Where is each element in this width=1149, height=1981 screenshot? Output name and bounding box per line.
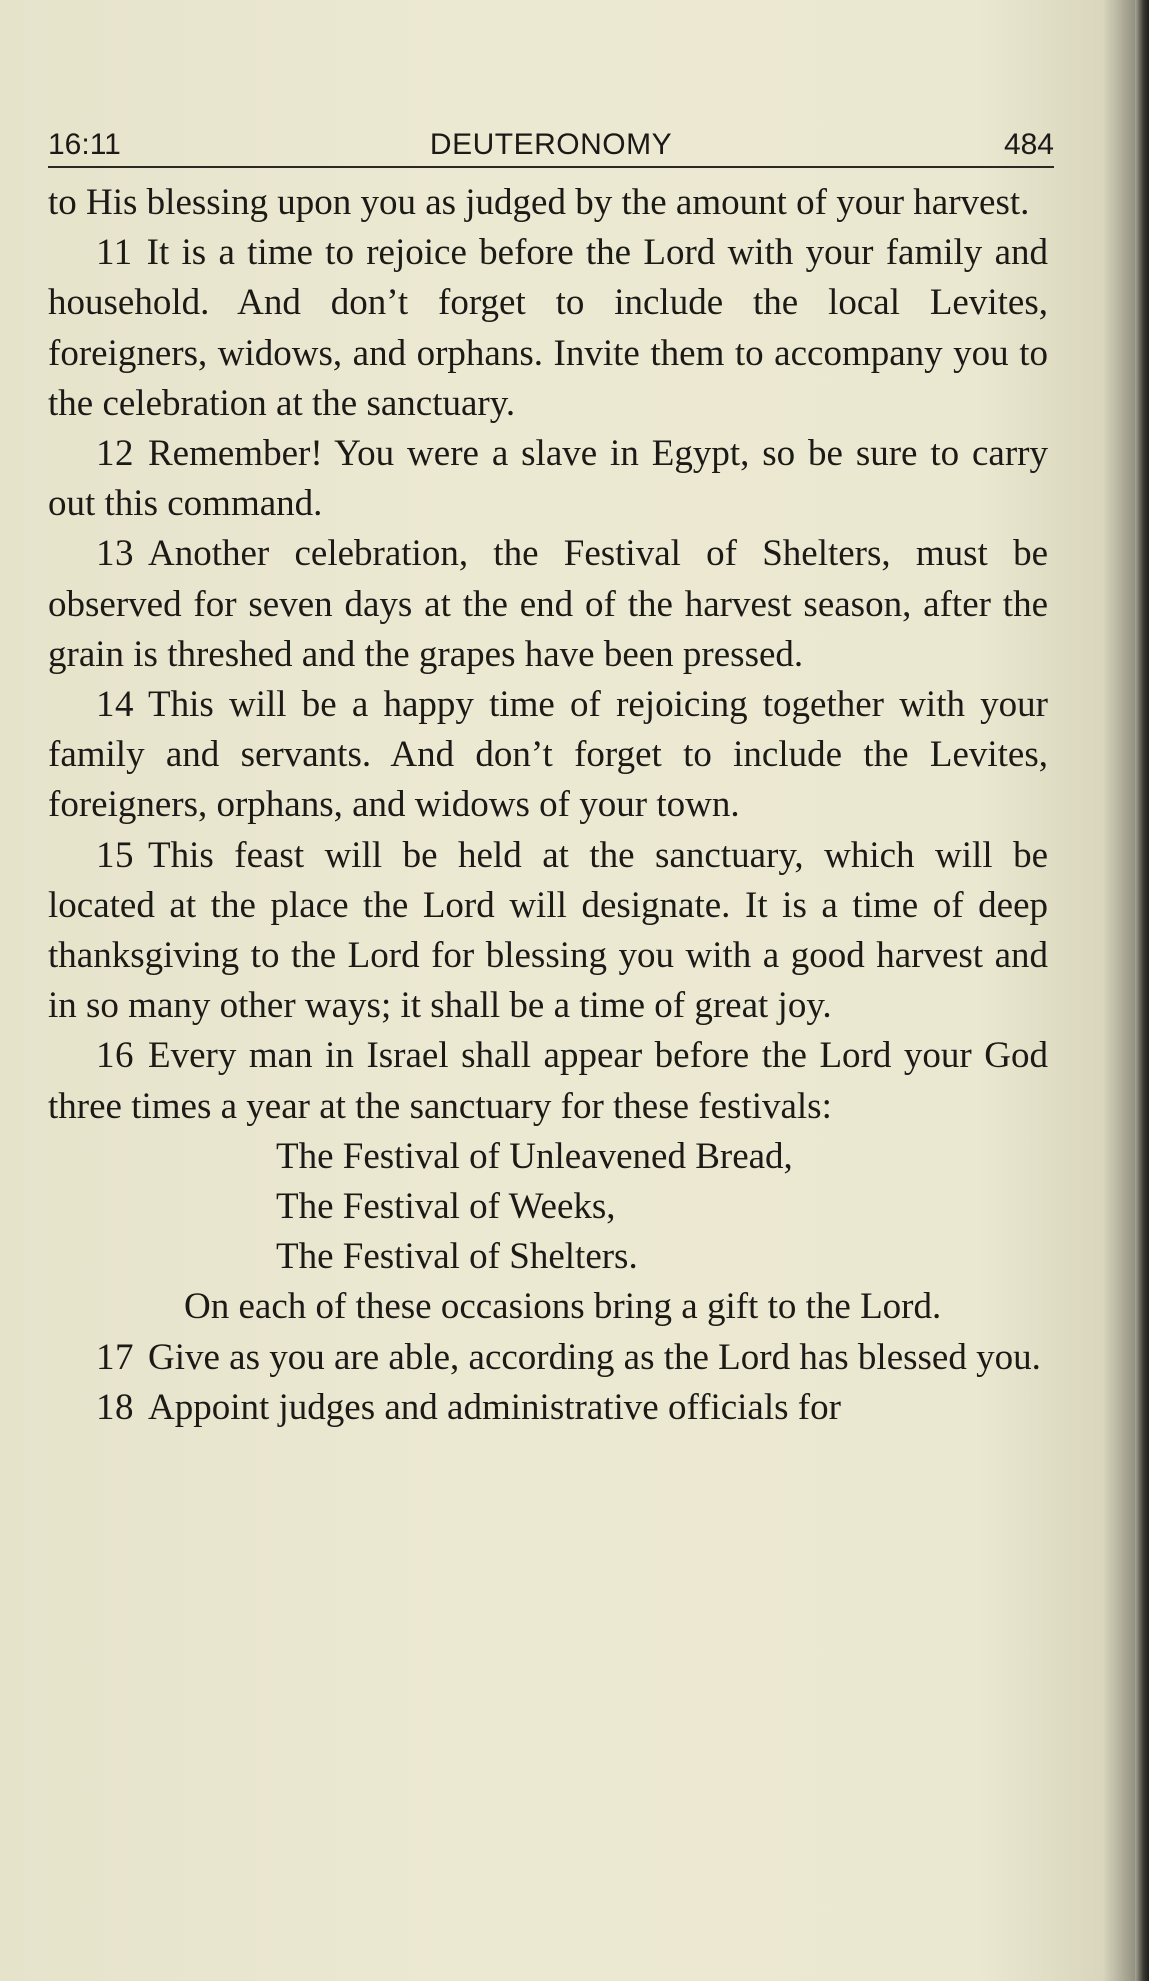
verse-text: Every man in Israel shall appear before the Lord your God three times a year at the sanctuary for these festivals:: [48, 1035, 1048, 1127]
verse-15: [48, 831, 1048, 1032]
verse-number: 16: [96, 1035, 134, 1077]
verse-16: [48, 1031, 1048, 1131]
book-title: DEUTERONOMY: [429, 128, 673, 161]
verse-number: 14: [96, 684, 134, 726]
verse-text: It is a time to rejoice before the Lord with your family and household. And don’t forget to include the local Levites, foreigners, widows, and orphans. Invite them to accompany you to the celebration at the sanctuary.: [48, 232, 1048, 424]
verse-text: Give as you are able, according as the Lord has blessed you.: [148, 1336, 1041, 1378]
verse-14: [48, 680, 1048, 831]
verse-text: Remember! You were a slave in Egypt, so be sure to carry out this command.: [48, 433, 1048, 525]
verse-text: This will be a happy time of rejoicing together with your family and servants. And don’t forget to include the Levites, foreigners, orphans, and widows of your town.: [48, 684, 1048, 826]
verse-number: 11: [96, 232, 133, 274]
verse-text: Another celebration, the Festival of Shelters, must be observed for seven days at the end of the harvest season, after the grain is threshed and the grapes have been pressed.: [48, 533, 1048, 675]
festival-list: [48, 1132, 1048, 1283]
continued-paragraph: to His blessing upon you as judged by the amount of your harvest.: [48, 182, 1030, 223]
body-text: [48, 178, 1048, 1433]
verse-12: [48, 429, 1048, 529]
verse-number: 17: [96, 1336, 134, 1378]
verse-13: [48, 529, 1048, 680]
verse-text: This feast will be held at the sanctuary, which will be located at the place the Lord will designate. It is a time of deep thanksgiving to the Lord for blessing you with a good harvest and in so many other ways; it shall be a time of great joy.: [48, 834, 1048, 1027]
book-spine-edge: [1135, 0, 1149, 1981]
after-list-paragraph: On each of these occasions bring a gift to the Lord.: [184, 1286, 942, 1328]
verse-17: [48, 1333, 1048, 1383]
verse-number: 13: [96, 533, 134, 575]
page-number: 484: [1003, 128, 1054, 161]
festival-item: The Festival of Shelters.: [276, 1236, 638, 1278]
running-header: [48, 118, 1054, 168]
festival-item: The Festival of Weeks,: [276, 1186, 616, 1228]
verse-11: [48, 228, 1048, 429]
verse-number: 15: [96, 834, 134, 876]
chapter-verse-reference: 16:11: [48, 128, 121, 161]
verse-number: 18: [96, 1386, 134, 1428]
verse-text: Appoint judges and administrative officials for: [148, 1386, 841, 1428]
verse-number: 12: [96, 433, 134, 475]
festival-item: The Festival of Unleavened Bread,: [276, 1135, 793, 1177]
verse-18: [48, 1383, 1048, 1433]
